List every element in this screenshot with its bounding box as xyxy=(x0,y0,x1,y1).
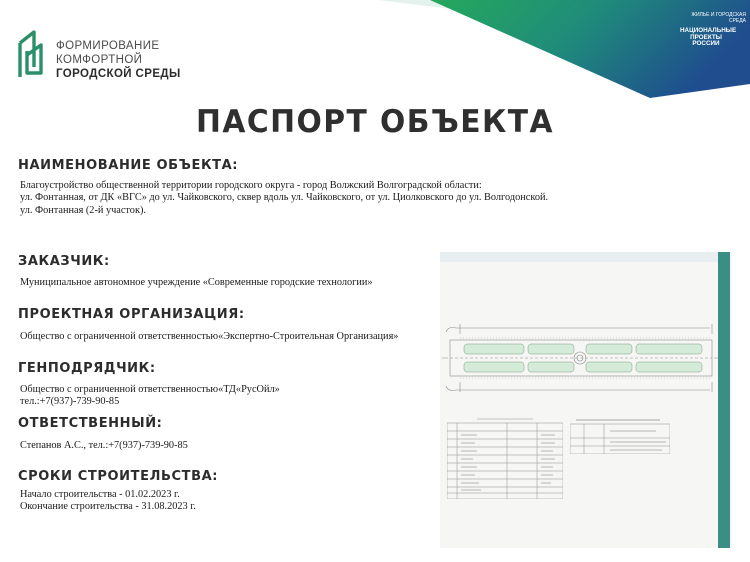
national-projects-logo xyxy=(676,12,748,56)
materials-table-drawing xyxy=(447,417,563,499)
customer-heading: ЗАКАЗЧИК: xyxy=(18,254,110,269)
national-projects-line-3: РОССИИ xyxy=(692,40,720,47)
object-name-text xyxy=(20,180,548,217)
object-name-heading: НАИМЕНОВАНИЕ ОБЪЕКТА: xyxy=(18,158,239,173)
national-projects-line-1: НАЦИОНАЛЬНЫЕ xyxy=(680,27,737,34)
responsible-text xyxy=(20,440,188,452)
page-title: ПАСПОРТ ОБЪЕКТА xyxy=(196,104,554,140)
national-projects-line-2: ПРОЕКТЫ xyxy=(690,33,722,41)
terms-start: Начало строительства - 01.02.2023 г. xyxy=(20,489,180,500)
national-projects-subtitle: ЖИЛЬЕ И ГОРОДСКАЯ СРЕДА xyxy=(691,12,746,24)
responsible-line: Степанов А.С., тел.:+7(937)-739-90-85 xyxy=(20,440,188,451)
customer-line: Муниципальное автономное учреждение «Современные городские технологии» xyxy=(20,277,373,288)
program-line-1: ФОРМИРОВАНИЕ xyxy=(56,40,160,52)
site-plan-panel xyxy=(440,252,732,548)
design-org-text xyxy=(20,331,398,343)
terms-end: Окончание строительства - 31.08.2023 г. xyxy=(20,501,196,513)
contractor-heading: ГЕНПОДРЯДЧИК: xyxy=(18,361,156,376)
object-name-line: Благоустройство общественной территории городского округа - город Волжский Волгоградской области: xyxy=(20,180,482,191)
panel-top-band xyxy=(440,252,730,262)
panel-accent-stripe xyxy=(718,252,730,548)
responsible-heading: ОТВЕТСТВЕННЫЙ: xyxy=(18,416,163,431)
terms-text xyxy=(20,489,196,514)
comfortable-city-logo-icon xyxy=(16,27,46,79)
contractor-text xyxy=(20,384,280,409)
contractor-line: Общество с ограниченной ответственностью«ТД«РусОйл» xyxy=(20,384,280,395)
program-logo-text xyxy=(56,39,181,81)
program-line-2: КОМФОРТНОЙ xyxy=(56,54,143,66)
site-plan-drawing xyxy=(440,322,718,394)
object-name-line: ул. Фонтанная, от ДК «ВГС» до ул. Чайковского, сквер вдоль ул. Чайковского, от ул. Циолковского до ул. Волгодонской. xyxy=(20,192,549,204)
contractor-phone: тел.:+7(937)-739-90-85 xyxy=(20,396,120,408)
program-line-3: ГОРОДСКОЙ СРЕДЫ xyxy=(56,68,181,80)
national-projects-title xyxy=(680,27,737,48)
design-org-line: Общество с ограниченной ответственностью«Экспертно-Строительная Организация» xyxy=(20,331,399,342)
object-name-line: ул. Фонтанная (2-й участок). xyxy=(20,204,146,216)
terms-heading: СРОКИ СТРОИТЕЛЬСТВА: xyxy=(18,469,219,484)
legend-table-drawing xyxy=(570,418,670,454)
customer-text xyxy=(20,277,373,289)
design-org-heading: ПРОЕКТНАЯ ОРГАНИЗАЦИЯ: xyxy=(18,307,245,322)
